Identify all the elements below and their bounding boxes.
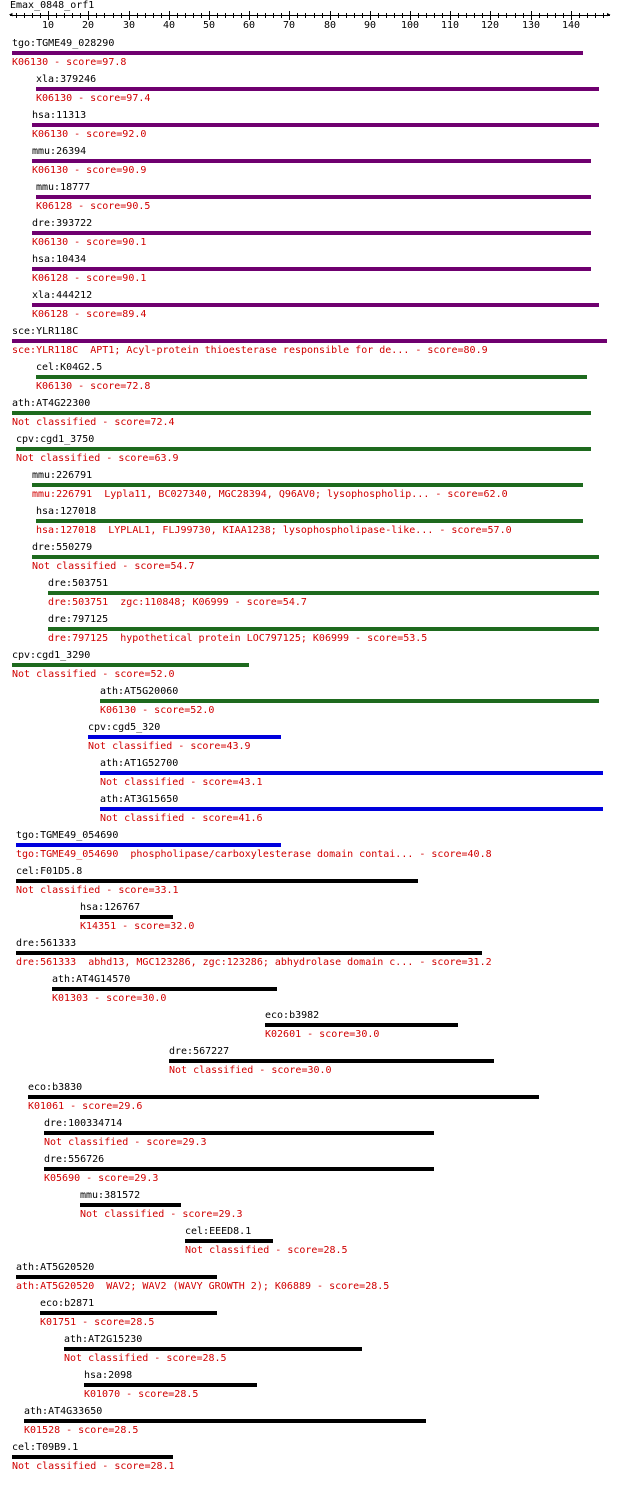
ruler-minor-tick xyxy=(217,13,218,18)
hit-id[interactable]: ath:AT3G15650 xyxy=(100,794,179,805)
ruler-minor-tick xyxy=(563,13,564,18)
ruler-minor-tick xyxy=(297,13,298,18)
hit-id[interactable]: eco:b3982 xyxy=(265,1010,320,1021)
ruler-major-tick xyxy=(169,11,170,20)
ruler-minor-tick xyxy=(72,13,73,18)
alignment-bar[interactable] xyxy=(40,1311,217,1315)
ruler-tick-label: 140 xyxy=(561,20,581,31)
hit-id[interactable]: cel:EEED8.1 xyxy=(185,1226,252,1237)
hit-id[interactable]: cel:K04G2.5 xyxy=(36,362,103,373)
hit-annotation[interactable]: K06130 - score=90.1 xyxy=(32,237,147,248)
ruler-tick-label: 90 xyxy=(363,20,377,31)
hit-id[interactable]: cpv:cgd1_3290 xyxy=(12,650,91,661)
hit-annotation[interactable]: mmu:226791 Lypla11, BC027340, MGC28394, Q96AV0; lysophospholip... - score=62.0 xyxy=(32,489,508,500)
alignment-bar[interactable] xyxy=(169,1059,494,1063)
ruler-minor-tick xyxy=(378,13,379,18)
ruler-tick-label: 50 xyxy=(202,20,216,31)
ruler-left-arrow-icon: ◂ xyxy=(8,10,14,20)
ruler-minor-tick xyxy=(595,13,596,18)
hit-id[interactable]: hsa:127018 xyxy=(36,506,97,517)
hit-id[interactable]: dre:797125 xyxy=(48,614,109,625)
ruler-minor-tick xyxy=(474,13,475,18)
alignment-bar[interactable] xyxy=(64,1347,362,1351)
alignment-bar[interactable] xyxy=(52,987,277,991)
hit-id[interactable]: cpv:cgd5_320 xyxy=(88,722,161,733)
alignment-bar[interactable] xyxy=(12,51,583,55)
ruler-minor-tick xyxy=(338,13,339,18)
hit-annotation[interactable]: Not classified - score=43.1 xyxy=(100,777,263,788)
ruler-minor-tick xyxy=(24,13,25,18)
hit-id[interactable]: ath:AT1G52700 xyxy=(100,758,179,769)
ruler-minor-tick xyxy=(40,13,41,18)
ruler-minor-tick xyxy=(193,13,194,18)
hit-id[interactable]: hsa:2098 xyxy=(84,1370,133,1381)
alignment-bar[interactable] xyxy=(16,951,482,955)
ruler-right-arrow-icon: ▸ xyxy=(606,10,612,20)
ruler-minor-tick xyxy=(555,13,556,18)
hit-id[interactable]: dre:561333 xyxy=(16,938,77,949)
query-title: Emax_0848_orf1 xyxy=(10,0,95,11)
hit-annotation[interactable]: K06130 - score=97.4 xyxy=(36,93,151,104)
alignment-bar[interactable] xyxy=(36,195,591,199)
ruler-minor-tick xyxy=(418,13,419,18)
hit-id[interactable]: xla:379246 xyxy=(36,74,97,85)
alignment-bar[interactable] xyxy=(24,1419,426,1423)
hit-id[interactable]: mmu:226791 xyxy=(32,470,93,481)
hit-annotation[interactable]: Not classified - score=63.9 xyxy=(16,453,179,464)
hit-annotation[interactable]: Not classified - score=41.6 xyxy=(100,813,263,824)
alignment-bar[interactable] xyxy=(16,1275,217,1279)
hit-annotation[interactable]: Not classified - score=54.7 xyxy=(32,561,195,572)
ruler-minor-tick xyxy=(281,13,282,18)
ruler-minor-tick xyxy=(96,13,97,18)
ruler-minor-tick xyxy=(305,13,306,18)
hit-id[interactable]: hsa:11313 xyxy=(32,110,87,121)
hit-annotation[interactable]: K06130 - score=72.8 xyxy=(36,381,151,392)
ruler-minor-tick xyxy=(354,13,355,18)
ruler-minor-tick xyxy=(64,13,65,18)
ruler-tick-label: 10 xyxy=(41,20,55,31)
ruler-tick-label: 60 xyxy=(242,20,256,31)
hit-annotation[interactable]: K06130 - score=52.0 xyxy=(100,705,215,716)
ruler-minor-tick xyxy=(322,13,323,18)
hit-annotation[interactable]: Not classified - score=43.9 xyxy=(88,741,251,752)
alignment-bar[interactable] xyxy=(80,1203,181,1207)
alignment-bar[interactable] xyxy=(12,663,249,667)
hit-id[interactable]: mmu:26394 xyxy=(32,146,87,157)
ruler-minor-tick xyxy=(225,13,226,18)
ruler-major-tick xyxy=(450,11,451,20)
ruler-minor-tick xyxy=(145,13,146,18)
alignment-bar[interactable] xyxy=(32,303,599,307)
ruler-minor-tick xyxy=(80,13,81,18)
ruler-minor-tick xyxy=(442,13,443,18)
ruler-minor-tick xyxy=(603,13,604,18)
hit-id[interactable]: dre:567227 xyxy=(169,1046,230,1057)
hit-annotation[interactable]: K06130 - score=90.9 xyxy=(32,165,147,176)
alignment-bar[interactable] xyxy=(32,267,591,271)
ruler-minor-tick xyxy=(426,13,427,18)
hit-id[interactable]: ath:AT5G20060 xyxy=(100,686,179,697)
hit-id[interactable]: ath:AT4G22300 xyxy=(12,398,91,409)
ruler-minor-tick xyxy=(579,13,580,18)
ruler-minor-tick xyxy=(394,13,395,18)
ruler-minor-tick xyxy=(32,13,33,18)
hit-id[interactable]: eco:b2871 xyxy=(40,1298,95,1309)
alignment-bar[interactable] xyxy=(48,627,599,631)
alignment-bar[interactable] xyxy=(88,735,281,739)
ruler-major-tick xyxy=(410,11,411,20)
alignment-bar[interactable] xyxy=(100,807,603,811)
ruler-tick-label: 100 xyxy=(400,20,420,31)
alignment-bar[interactable] xyxy=(48,591,599,595)
ruler-minor-tick xyxy=(233,13,234,18)
ruler-minor-tick xyxy=(16,13,17,18)
alignment-bar[interactable] xyxy=(36,87,599,91)
hit-annotation[interactable]: Not classified - score=28.1 xyxy=(12,1461,175,1472)
ruler-minor-tick xyxy=(104,13,105,18)
hit-annotation[interactable]: dre:503751 zgc:110848; K06999 - score=54.7 xyxy=(48,597,307,608)
hit-annotation[interactable]: K06130 - score=97.8 xyxy=(12,57,127,68)
alignment-bar[interactable] xyxy=(16,879,418,883)
ruler-minor-tick xyxy=(547,13,548,18)
alignment-bar[interactable] xyxy=(12,411,591,415)
hit-annotation[interactable]: Not classified - score=28.5 xyxy=(64,1353,227,1364)
ruler-major-tick xyxy=(289,11,290,20)
ruler-major-tick xyxy=(330,11,331,20)
ruler-minor-tick xyxy=(346,13,347,18)
hit-id[interactable]: eco:b3830 xyxy=(28,1082,83,1093)
ruler-tick-label: 20 xyxy=(81,20,95,31)
ruler-minor-tick xyxy=(56,13,57,18)
hit-annotation[interactable]: K01070 - score=28.5 xyxy=(84,1389,199,1400)
ruler-major-tick xyxy=(209,11,210,20)
ruler-minor-tick xyxy=(113,13,114,18)
hit-annotation[interactable]: K01751 - score=28.5 xyxy=(40,1317,155,1328)
alignment-bar[interactable] xyxy=(32,231,591,235)
alignment-bar[interactable] xyxy=(32,555,599,559)
ruler-minor-tick xyxy=(161,13,162,18)
hit-id[interactable]: ath:AT4G33650 xyxy=(24,1406,103,1417)
ruler-minor-tick xyxy=(482,13,483,18)
alignment-bar[interactable] xyxy=(32,159,591,163)
ruler-minor-tick xyxy=(587,13,588,18)
hit-annotation[interactable]: dre:561333 abhd13, MGC123286, zgc:123286; abhydrolase domain c... - score=31.2 xyxy=(16,957,492,968)
hit-id[interactable]: cel:F01D5.8 xyxy=(16,866,83,877)
hit-id[interactable]: ath:AT5G20520 xyxy=(16,1262,95,1273)
hit-annotation[interactable]: Not classified - score=33.1 xyxy=(16,885,179,896)
ruler-minor-tick xyxy=(137,13,138,18)
hit-annotation[interactable]: Not classified - score=72.4 xyxy=(12,417,175,428)
hit-id[interactable]: cpv:cgd1_3750 xyxy=(16,434,95,445)
alignment-bar[interactable] xyxy=(100,699,599,703)
ruler-tick-label: 80 xyxy=(323,20,337,31)
ruler-major-tick xyxy=(249,11,250,20)
ruler-minor-tick xyxy=(466,13,467,18)
hit-id[interactable]: tgo:TGME49_054690 xyxy=(16,830,119,841)
hit-id[interactable]: hsa:10434 xyxy=(32,254,87,265)
hit-id[interactable]: dre:393722 xyxy=(32,218,93,229)
hit-annotation[interactable]: Not classified - score=52.0 xyxy=(12,669,175,680)
hit-id[interactable]: cel:T09B9.1 xyxy=(12,1442,79,1453)
hit-id[interactable]: dre:503751 xyxy=(48,578,109,589)
hit-annotation[interactable]: K06128 - score=89.4 xyxy=(32,309,147,320)
hit-annotation[interactable]: K01528 - score=28.5 xyxy=(24,1425,139,1436)
alignment-bar[interactable] xyxy=(80,915,173,919)
ruler-major-tick xyxy=(370,11,371,20)
ruler-minor-tick xyxy=(523,13,524,18)
ruler-minor-tick xyxy=(458,13,459,18)
hit-annotation[interactable]: Not classified - score=29.3 xyxy=(80,1209,243,1220)
ruler-tick-label: 130 xyxy=(521,20,541,31)
hit-id[interactable]: ath:AT2G15230 xyxy=(64,1334,143,1345)
ruler-major-tick xyxy=(571,11,572,20)
ruler-minor-tick xyxy=(539,13,540,18)
ruler-major-tick xyxy=(88,11,89,20)
ruler-minor-tick xyxy=(265,13,266,18)
ruler-tick-label: 70 xyxy=(282,20,296,31)
ruler-minor-tick xyxy=(241,13,242,18)
alignment-bar[interactable] xyxy=(12,339,607,343)
ruler-minor-tick xyxy=(257,13,258,18)
alignment-bar[interactable] xyxy=(100,771,603,775)
hit-annotation[interactable]: K06130 - score=92.0 xyxy=(32,129,147,140)
alignment-bar[interactable] xyxy=(32,123,599,127)
ruler-major-tick xyxy=(490,11,491,20)
hit-annotation[interactable]: K02601 - score=30.0 xyxy=(265,1029,380,1040)
ruler-tick-label: 120 xyxy=(480,20,500,31)
hit-annotation[interactable]: K06128 - score=90.1 xyxy=(32,273,147,284)
alignment-bar[interactable] xyxy=(36,519,583,523)
hit-id[interactable]: xla:444212 xyxy=(32,290,93,301)
alignment-bar[interactable] xyxy=(84,1383,257,1387)
hit-id[interactable]: sce:YLR118C xyxy=(12,326,79,337)
alignment-bar[interactable] xyxy=(36,375,587,379)
hit-annotation[interactable]: ath:AT5G20520 WAV2; WAV2 (WAVY GROWTH 2); K06889 - score=28.5 xyxy=(16,1281,390,1292)
ruler-major-tick xyxy=(48,11,49,20)
hit-annotation[interactable]: K01061 - score=29.6 xyxy=(28,1101,143,1112)
hit-id[interactable]: hsa:126767 xyxy=(80,902,141,913)
hit-id[interactable]: dre:100334714 xyxy=(44,1118,123,1129)
ruler-minor-tick xyxy=(362,13,363,18)
ruler-minor-tick xyxy=(402,13,403,18)
ruler-tick-label: 40 xyxy=(162,20,176,31)
ruler-minor-tick xyxy=(498,13,499,18)
ruler-minor-tick xyxy=(314,13,315,18)
alignment-bar[interactable] xyxy=(16,447,591,451)
hit-annotation[interactable]: K01303 - score=30.0 xyxy=(52,993,167,1004)
ruler-minor-tick xyxy=(434,13,435,18)
ruler-minor-tick xyxy=(153,13,154,18)
alignment-bar[interactable] xyxy=(265,1023,458,1027)
alignment-bar[interactable] xyxy=(185,1239,273,1243)
alignment-bar[interactable] xyxy=(44,1131,434,1135)
ruler-tick-label: 30 xyxy=(122,20,136,31)
ruler-minor-tick xyxy=(273,13,274,18)
ruler-minor-tick xyxy=(515,13,516,18)
hit-annotation[interactable]: sce:YLR118C APT1; Acyl-protein thioesterase responsible for de... - score=80.9 xyxy=(12,345,488,356)
hit-id[interactable]: mmu:381572 xyxy=(80,1190,141,1201)
hit-id[interactable]: ath:AT4G14570 xyxy=(52,974,131,985)
alignment-bar[interactable] xyxy=(16,843,281,847)
ruler-minor-tick xyxy=(386,13,387,18)
hit-annotation[interactable]: K05690 - score=29.3 xyxy=(44,1173,159,1184)
hit-annotation[interactable]: hsa:127018 LYPLAL1, FLJ99730, KIAA1238; lysophospholipase-like... - score=57.0 xyxy=(36,525,512,536)
ruler-minor-tick xyxy=(201,13,202,18)
alignment-bar[interactable] xyxy=(32,483,583,487)
ruler-minor-tick xyxy=(121,13,122,18)
hit-annotation[interactable]: K14351 - score=32.0 xyxy=(80,921,195,932)
hit-id[interactable]: dre:550279 xyxy=(32,542,93,553)
hit-annotation[interactable]: Not classified - score=30.0 xyxy=(169,1065,332,1076)
alignment-bar[interactable] xyxy=(44,1167,434,1171)
ruler-minor-tick xyxy=(185,13,186,18)
hit-annotation[interactable]: dre:797125 hypothetical protein LOC797125; K06999 - score=53.5 xyxy=(48,633,428,644)
alignment-bar[interactable] xyxy=(28,1095,539,1099)
ruler-major-tick xyxy=(531,11,532,20)
ruler-minor-tick xyxy=(177,13,178,18)
hit-annotation[interactable]: Not classified - score=29.3 xyxy=(44,1137,207,1148)
alignment-bar[interactable] xyxy=(12,1455,173,1459)
ruler-minor-tick xyxy=(506,13,507,18)
ruler-line xyxy=(10,15,610,16)
hit-annotation[interactable]: Not classified - score=28.5 xyxy=(185,1245,348,1256)
ruler-major-tick xyxy=(129,11,130,20)
hit-id[interactable]: tgo:TGME49_028290 xyxy=(12,38,115,49)
ruler-tick-label: 110 xyxy=(440,20,460,31)
hit-annotation[interactable]: tgo:TGME49_054690 phospholipase/carboxylesterase domain contai... - score=40.8 xyxy=(16,849,492,860)
hit-id[interactable]: mmu:18777 xyxy=(36,182,91,193)
hit-annotation[interactable]: K06128 - score=90.5 xyxy=(36,201,151,212)
hit-id[interactable]: dre:556726 xyxy=(44,1154,105,1165)
